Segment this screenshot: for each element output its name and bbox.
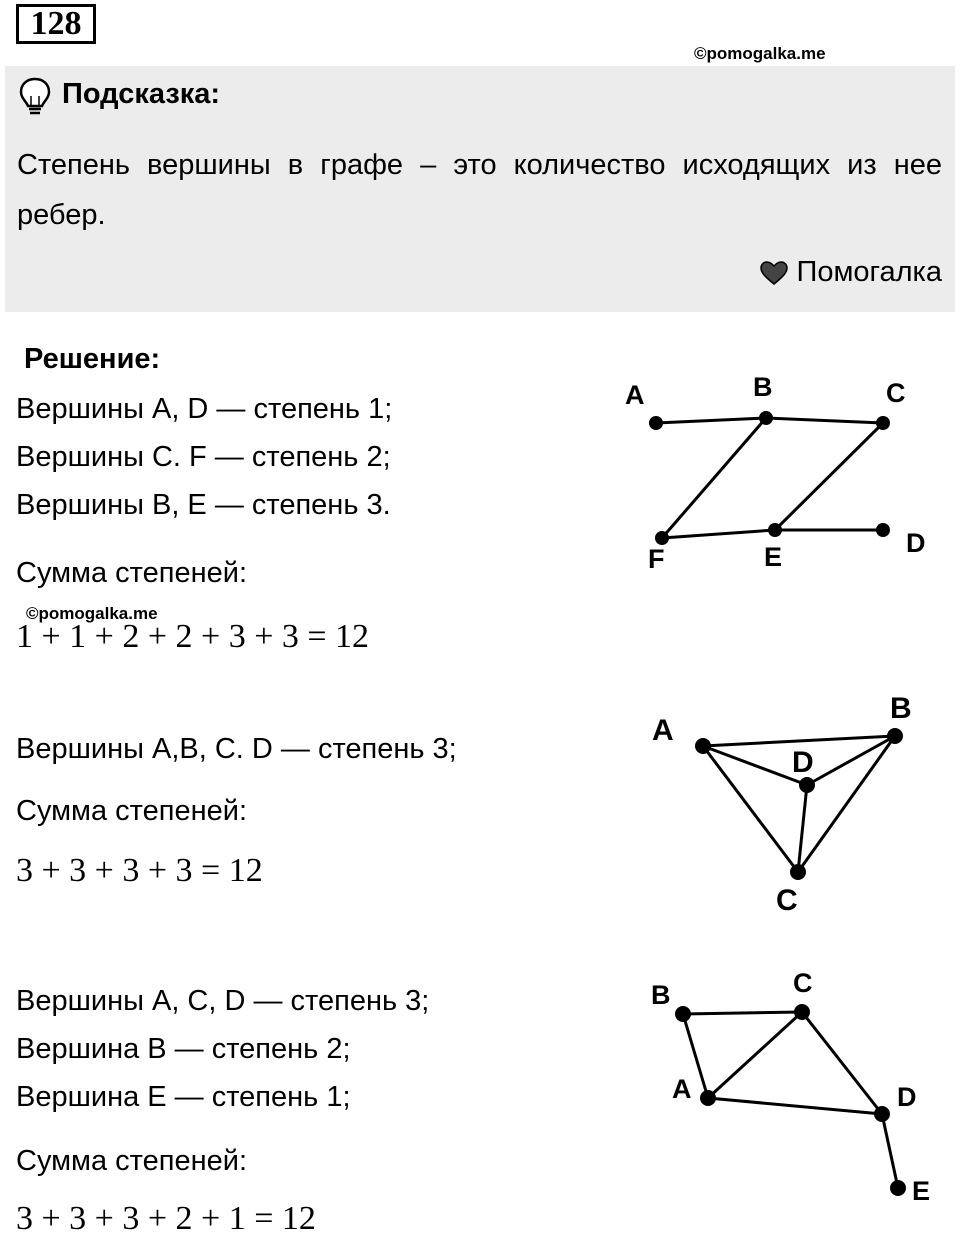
label-a: A <box>625 380 645 410</box>
label-f: F <box>648 544 665 574</box>
signature-text: Помогалка <box>796 256 942 288</box>
edge-bf <box>662 418 766 538</box>
part3-sum: 3 + 3 + 3 + 2 + 1 = 12 <box>16 1200 316 1237</box>
part3-line-3: Вершина E — степень 1; <box>16 1081 351 1113</box>
part3-line-2: Вершина B — степень 2; <box>16 1033 351 1065</box>
part2-line-1: Вершины A,B, C. D — степень 3; <box>16 733 457 765</box>
lightbulb-icon <box>18 76 52 121</box>
edge-cd <box>802 1012 882 1114</box>
label-b: B <box>651 980 671 1010</box>
edge-bc <box>683 1012 802 1014</box>
vertex-a <box>695 738 711 754</box>
vertex-d <box>874 1106 890 1122</box>
edge-ad <box>708 1098 882 1114</box>
label-c: C <box>886 378 906 408</box>
label-d: D <box>906 528 926 558</box>
part3-sum-label: Сумма степеней: <box>16 1145 247 1177</box>
part1-line-2: Вершины C. F — степень 2; <box>16 441 391 473</box>
vertex-d <box>876 523 890 537</box>
part2-sum-label: Сумма степеней: <box>16 795 247 827</box>
edge-ca <box>708 1012 802 1098</box>
vertex-b <box>759 411 773 425</box>
edge-de <box>882 1114 898 1188</box>
hint-signature <box>759 256 942 289</box>
label-e: E <box>764 542 783 572</box>
graph-2 <box>630 680 930 920</box>
graph-3 <box>630 960 950 1220</box>
part1-sum: 1 + 1 + 2 + 2 + 3 + 3 = 12 <box>16 618 370 655</box>
label-d: D <box>792 746 814 779</box>
label-c: C <box>776 884 798 917</box>
label-a: A <box>672 1074 692 1104</box>
vertex-a <box>649 416 663 430</box>
label-b: B <box>753 372 773 402</box>
vertex-d <box>799 777 815 793</box>
label-a: A <box>652 714 674 747</box>
part3-line-1: Вершины A, C, D — степень 3; <box>16 985 430 1017</box>
heart-icon <box>759 260 789 286</box>
vertex-f <box>655 531 669 545</box>
watermark-top: ©pomogalka.me <box>694 44 826 63</box>
edge-bc <box>766 418 883 423</box>
edge-ab <box>703 736 895 746</box>
edge-ab <box>656 418 766 423</box>
vertex-c <box>794 1004 810 1020</box>
graph-1 <box>600 360 950 580</box>
hint-title: Подсказка: <box>62 78 221 110</box>
task-number: 128 <box>16 4 96 44</box>
part2-sum: 3 + 3 + 3 + 3 = 12 <box>16 852 263 889</box>
part1-sum-label: Сумма степеней: <box>16 557 247 589</box>
vertex-e <box>890 1180 906 1196</box>
vertex-b <box>675 1006 691 1022</box>
label-e: E <box>912 1176 931 1206</box>
label-d: D <box>897 1082 917 1112</box>
part1-line-1: Вершины A, D — степень 1; <box>16 393 393 425</box>
label-b: B <box>890 692 912 725</box>
watermark-mid: ©pomogalka.me <box>26 604 158 623</box>
vertex-a <box>700 1090 716 1106</box>
part1-line-3: Вершины B, E — степень 3. <box>16 489 391 521</box>
vertex-c <box>876 416 890 430</box>
vertex-e <box>768 523 782 537</box>
vertex-b <box>887 728 903 744</box>
vertex-c <box>790 864 806 880</box>
edge-bd <box>807 736 895 785</box>
hint-text: Степень вершины в графе – это количество исходящих из нее ребер. <box>17 149 942 231</box>
edge-fe <box>662 530 775 538</box>
solution-heading: Решение: <box>24 343 161 375</box>
label-c: C <box>793 968 813 998</box>
edge-ce <box>775 423 883 530</box>
